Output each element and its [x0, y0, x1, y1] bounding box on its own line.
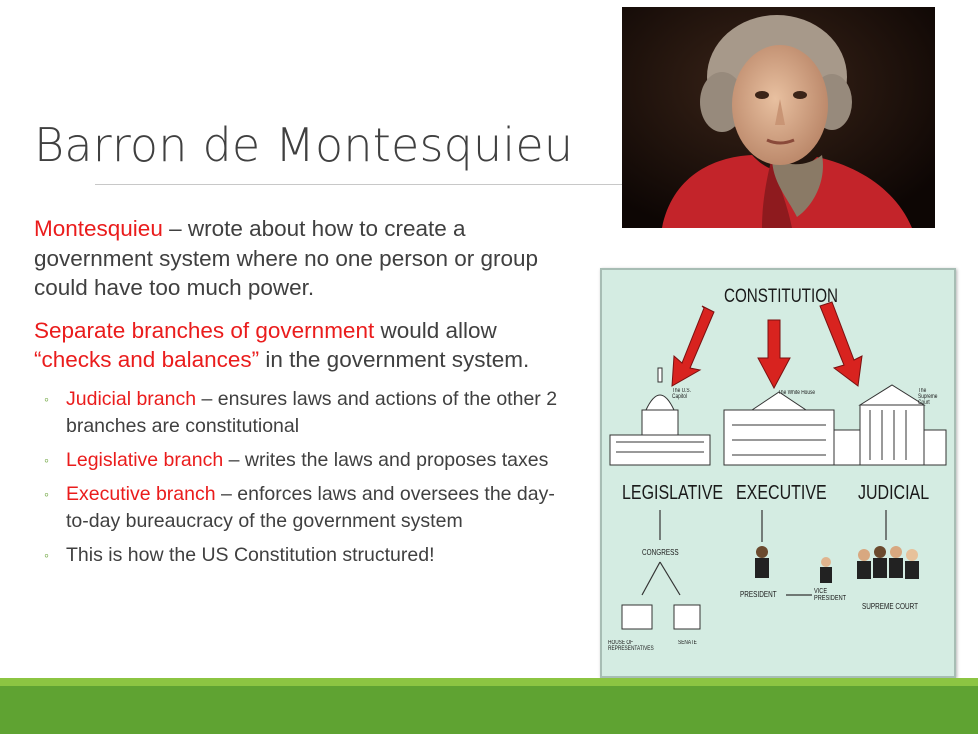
bullet-icon: ◦: [44, 451, 49, 468]
list-item: [34, 542, 574, 569]
branch-label-judicial: JUDICIAL: [858, 482, 930, 504]
capitol-icon: [610, 368, 710, 465]
bullet-icon: ◦: [44, 546, 49, 563]
list-item-text: – writes the laws and proposes taxes: [223, 448, 549, 471]
label-senate: SENATE: [678, 640, 697, 646]
highlight-executive: Executive branch: [66, 482, 216, 505]
bullet-icon: ◦: [44, 485, 49, 502]
title-divider: [95, 184, 625, 185]
paragraph-separate-branches: [34, 316, 574, 375]
arrow-icons: [672, 302, 862, 388]
diagram-heading: CONSTITUTION: [724, 286, 838, 307]
list-item: [34, 481, 574, 535]
building-label-supreme-court: The Supreme Court: [918, 388, 938, 406]
highlight-legislative: Legislative branch: [66, 448, 224, 471]
paragraph-montesquieu: [34, 214, 574, 303]
constitution-diagram: [600, 268, 956, 678]
list-item-text: This is how the US Constitution structured!: [66, 543, 435, 566]
label-house: HOUSE OF REPRESENTATIVES: [608, 640, 654, 652]
building-label-white-house: The White House: [778, 390, 816, 396]
paragraph-text: would allow: [374, 317, 497, 343]
bullet-icon: ◦: [44, 390, 49, 407]
footer-bar: [0, 686, 978, 734]
slide-body: [34, 214, 574, 576]
list-item-text: – enforces laws and oversees the day-to-day bureaucracy of the government system: [66, 482, 555, 532]
branch-list: [34, 386, 574, 569]
footer-accent-bar: [0, 678, 978, 686]
label-supreme-court: SUPREME COURT: [862, 602, 919, 611]
branch-label-executive: EXECUTIVE: [736, 482, 827, 504]
slide-title: Barron de Montesquieu: [34, 118, 574, 172]
highlight-montesquieu: Montesquieu: [34, 216, 163, 241]
white-house-icon: [724, 392, 834, 465]
paragraph-text: – wrote about how to create a government system where no one person or group could have too much power.: [34, 216, 539, 300]
people-icons: [755, 546, 919, 583]
highlight-separate-branches: Separate branches of government: [34, 317, 375, 343]
label-president: PRESIDENT: [740, 590, 777, 599]
building-label-capitol: The U.S. Capitol: [672, 388, 691, 400]
highlight-checks-balances: checks and balances”: [41, 347, 260, 372]
label-congress: CONGRESS: [642, 548, 679, 557]
portrait-image: [622, 7, 935, 228]
highlight-judicial: Judicial branch: [66, 387, 197, 410]
list-item: [34, 386, 574, 440]
list-item: [34, 447, 574, 474]
quote-open: “: [34, 347, 42, 372]
list-item-text: – ensures laws and actions of the other 2 branches are constitutional: [66, 387, 558, 437]
branch-label-legislative: LEGISLATIVE: [622, 482, 724, 504]
label-vice-president: VICE PRESIDENT: [814, 588, 847, 602]
paragraph-text: in the government system.: [259, 347, 530, 372]
